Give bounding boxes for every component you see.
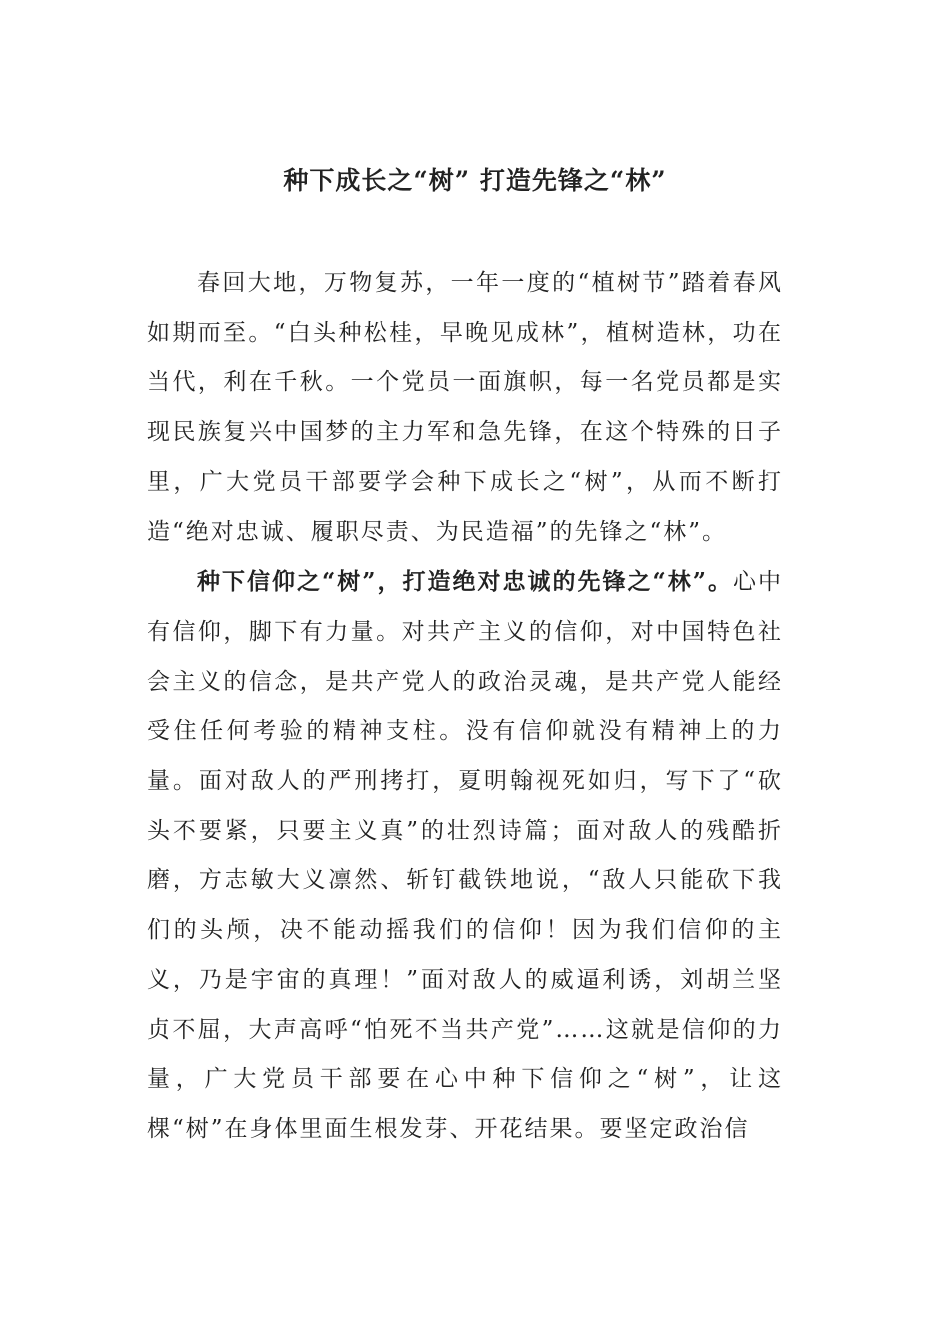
- document-title: 种下成长之“树” 打造先锋之“林”: [283, 166, 667, 195]
- paragraph-faith-heading: 种下信仰之“树”，打造绝对忠诚的先锋之“林”。: [197, 568, 733, 596]
- paragraph-faith: [147, 557, 783, 1154]
- document-body: [147, 259, 783, 1155]
- paragraph-faith-text: 心中有信仰，脚下有力量。对共产主义的信仰，对中国特色社会主义的信念，是共产党人的政治灵魂，是共产党人能经受住任何考验的精神支柱。没有信仰就没有精神上的力量。面对敌人的严刑拷打，夏明翰视死如归，写下了“砍头不要紧，只要主义真”的壮烈诗篇；面对敌人的残酷折磨，方志敏大义凛然、斩钉截铁地说，“敌人只能砍下我们的头颅，决不能动摇我们的信仰！因为我们信仰的主义，乃是宇宙的真理！”面对敌人的威逼利诱，刘胡兰坚贞不屈，大声高呼“怕死不当共产党”……这就是信仰的力量，广大党员干部要在心中种下信仰之“树”，让这棵“树”在身体里面生根发芽、开花结果。要坚定政治信: [147, 569, 784, 1142]
- paragraph-intro-text: 春回大地，万物复苏，一年一度的“植树节”踏着春风如期而至。“白头种松桂，早晚见成林”，植树造林，功在当代，利在千秋。一个党员一面旗帜，每一名党员都是实现民族复兴中国梦的主力军和急先锋，在这个特殊的日子里，广大党员干部要学会种下成长之“树”，从而不断打造“绝对忠诚、履职尽责、为民造福”的先锋之“林”。: [147, 270, 783, 545]
- paragraph-intro: [147, 259, 783, 557]
